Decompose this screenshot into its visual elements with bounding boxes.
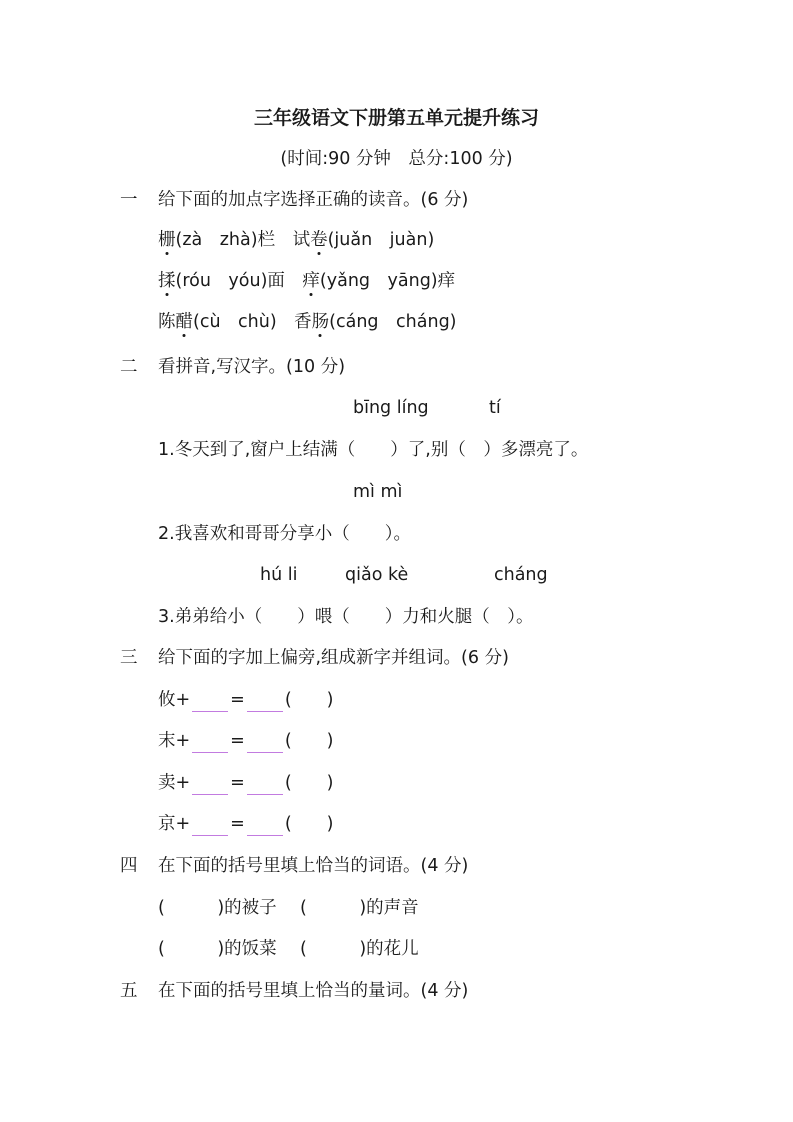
- s1-row-1-text-b: (juǎn juàn): [327, 230, 435, 250]
- s3-row: [158, 771, 334, 795]
- equals-sign: =: [230, 814, 245, 834]
- word-blank[interactable]: ( ): [284, 690, 334, 710]
- s1-row-1-text-a: (zà zhà)栏 试: [175, 230, 311, 250]
- s1-row-3: [158, 310, 457, 334]
- equals-sign: =: [230, 731, 245, 751]
- new-char-blank[interactable]: [247, 775, 283, 795]
- radical-blank[interactable]: [192, 816, 228, 836]
- s3-row: [158, 729, 334, 753]
- s1-row-3-char-a: 陈: [158, 312, 176, 332]
- new-char-blank[interactable]: [247, 692, 283, 712]
- section-2-header: 看拼音,写汉字。(10 分): [158, 357, 346, 377]
- plus-sign: +: [175, 814, 191, 834]
- s2-line-1: 1.冬天到了,窗户上结满（ ）了,别（ ）多漂亮了。: [158, 440, 589, 460]
- section-4-number: 四: [120, 856, 138, 876]
- radical-blank[interactable]: [192, 733, 228, 753]
- s1-row-1: [158, 228, 434, 252]
- word-blank[interactable]: ( ): [284, 814, 334, 834]
- radical-blank[interactable]: [192, 692, 228, 712]
- page-subtitle: (时间:90 分钟 总分:100 分): [280, 149, 513, 169]
- page-title: 三年级语文下册第五单元提升练习: [253, 107, 539, 129]
- s1-row-2-text-a: (róu yóu)面: [175, 271, 303, 291]
- s2-line-3: 3.弟弟给小（ ）喂（ ）力和火腿（ ）。: [158, 607, 534, 627]
- plus-sign: +: [175, 690, 191, 710]
- s4-item-beizi[interactable]: ( )的被子: [158, 898, 277, 918]
- equals-sign: =: [230, 690, 245, 710]
- section-3-header: 给下面的字加上偏旁,组成新字并组词。(6 分): [158, 648, 509, 668]
- pinyin-qiaoke: qiǎo kè: [345, 565, 409, 585]
- s2-line-2: 2.我喜欢和哥哥分享小（ ）。: [158, 524, 411, 544]
- s3-row: [158, 812, 334, 836]
- s3-char: 末: [158, 731, 176, 751]
- new-char-blank[interactable]: [247, 733, 283, 753]
- radical-blank[interactable]: [192, 775, 228, 795]
- section-3-number: 三: [120, 648, 138, 668]
- s3-char: 攸: [158, 690, 176, 710]
- s1-row-3-text-a: (cù chù) 香: [193, 312, 312, 332]
- s1-row-2-text-b: (yǎng yāng)痒: [319, 271, 456, 291]
- section-4-header: 在下面的括号里填上恰当的词语。(4 分): [158, 856, 469, 876]
- section-1-header: 给下面的加点字选择正确的读音。(6 分): [158, 190, 469, 210]
- dotted-char: 卷: [310, 230, 328, 250]
- s4-item-huaer[interactable]: ( )的花儿: [300, 939, 419, 959]
- section-5-number: 五: [120, 981, 138, 1001]
- dotted-char: 醋: [175, 312, 193, 332]
- pinyin-chang: cháng: [494, 565, 548, 585]
- word-blank[interactable]: ( ): [284, 731, 334, 751]
- plus-sign: +: [175, 773, 191, 793]
- dotted-char: 肠: [311, 312, 330, 332]
- dotted-char: 痒: [302, 271, 320, 291]
- equals-sign: =: [230, 773, 245, 793]
- s1-row-3-text-b: (cáng cháng): [329, 312, 457, 332]
- section-1-number: 一: [120, 190, 138, 210]
- dotted-char: 揉: [158, 271, 176, 291]
- plus-sign: +: [175, 731, 191, 751]
- pinyin-huli: hú li: [260, 565, 298, 585]
- new-char-blank[interactable]: [247, 816, 283, 836]
- s4-item-shengyin[interactable]: ( )的声音: [300, 898, 419, 918]
- s3-char: 卖: [158, 773, 176, 793]
- dotted-char: 栅: [158, 230, 176, 250]
- pinyin-mimi: mì mì: [353, 482, 403, 502]
- word-blank[interactable]: ( ): [284, 773, 334, 793]
- section-2-number: 二: [120, 357, 138, 377]
- section-5-header: 在下面的括号里填上恰当的量词。(4 分): [158, 981, 469, 1001]
- s3-char: 京: [158, 814, 176, 834]
- pinyin-bingling: bīng líng: [353, 398, 429, 418]
- s3-row: [158, 688, 334, 712]
- s1-row-2: [158, 269, 455, 293]
- s4-item-fancai[interactable]: ( )的饭菜: [158, 939, 277, 959]
- pinyin-ti: tí: [489, 398, 501, 418]
